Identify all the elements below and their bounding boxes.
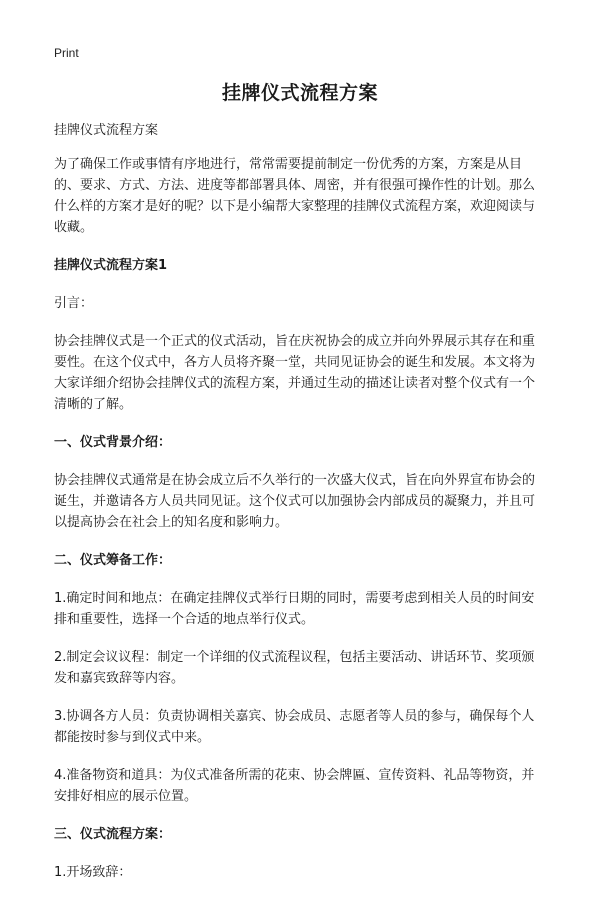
print-link[interactable]: Print xyxy=(54,46,79,60)
section-heading-background: 一、仪式背景介绍： xyxy=(54,435,172,450)
prep-item: 1.确定时间和地点：在确定挂牌仪式举行日期的同时，需要考虑到相关人员的时间安排和重要性，选择一个合适的地点举行仪式。 xyxy=(54,591,535,627)
prep-item: 3.协调各方人员：负责协调相关嘉宾、协会成员、志愿者等人员的参与，确保每个人都能按时参与到仪式中来。 xyxy=(54,709,535,745)
page-title: 挂牌仪式流程方案 xyxy=(221,82,378,104)
section-heading-plan-1: 挂牌仪式流程方案1 xyxy=(54,258,168,273)
prep-item: 2.制定会议议程：制定一个详细的仪式流程议程，包括主要活动、讲话环节、奖项颁发和嘉宾致辞等内容。 xyxy=(54,650,535,686)
section-heading-preparation: 二、仪式筹备工作： xyxy=(54,553,172,568)
document-subtitle: 挂牌仪式流程方案 xyxy=(54,123,159,138)
preface-label: 引言： xyxy=(54,296,94,311)
flow-item: 1.开场致辞： xyxy=(54,865,132,880)
intro-paragraph: 为了确保工作或事情有序地进行，常常需要提前制定一份优秀的方案，方案是从目的、要求、方式、方法、进度等都部署具体、周密，并有很强可操作性的计划。那么什么样的方案才是好的呢？以下是小编帮大家整理的挂牌仪式流程方案，欢迎阅读与收藏。 xyxy=(54,157,536,235)
document-body xyxy=(54,120,546,900)
preface-paragraph: 协会挂牌仪式是一个正式的仪式活动，旨在庆祝协会的成立并向外界展示其存在和重要性。在这个仪式中，各方人员将齐聚一堂，共同见证协会的诞生和发展。本文将为大家详细介绍协会挂牌仪式的流程方案，并通过生动的描述让读者对整个仪式有一个清晰的了解。 xyxy=(54,334,536,412)
prep-item: 4.准备物资和道具：为仪式准备所需的花束、协会牌匾、宣传资料、礼品等物资，并安排好相应的展示位置。 xyxy=(54,768,535,804)
background-paragraph: 协会挂牌仪式通常是在协会成立后不久举行的一次盛大仪式，旨在向外界宣布协会的诞生，并邀请各方人员共同见证。这个仪式可以加强协会内部成员的凝聚力，并且可以提高协会在社会上的知名度和影响力。 xyxy=(54,473,536,530)
section-heading-flow: 三、仪式流程方案： xyxy=(54,827,172,842)
